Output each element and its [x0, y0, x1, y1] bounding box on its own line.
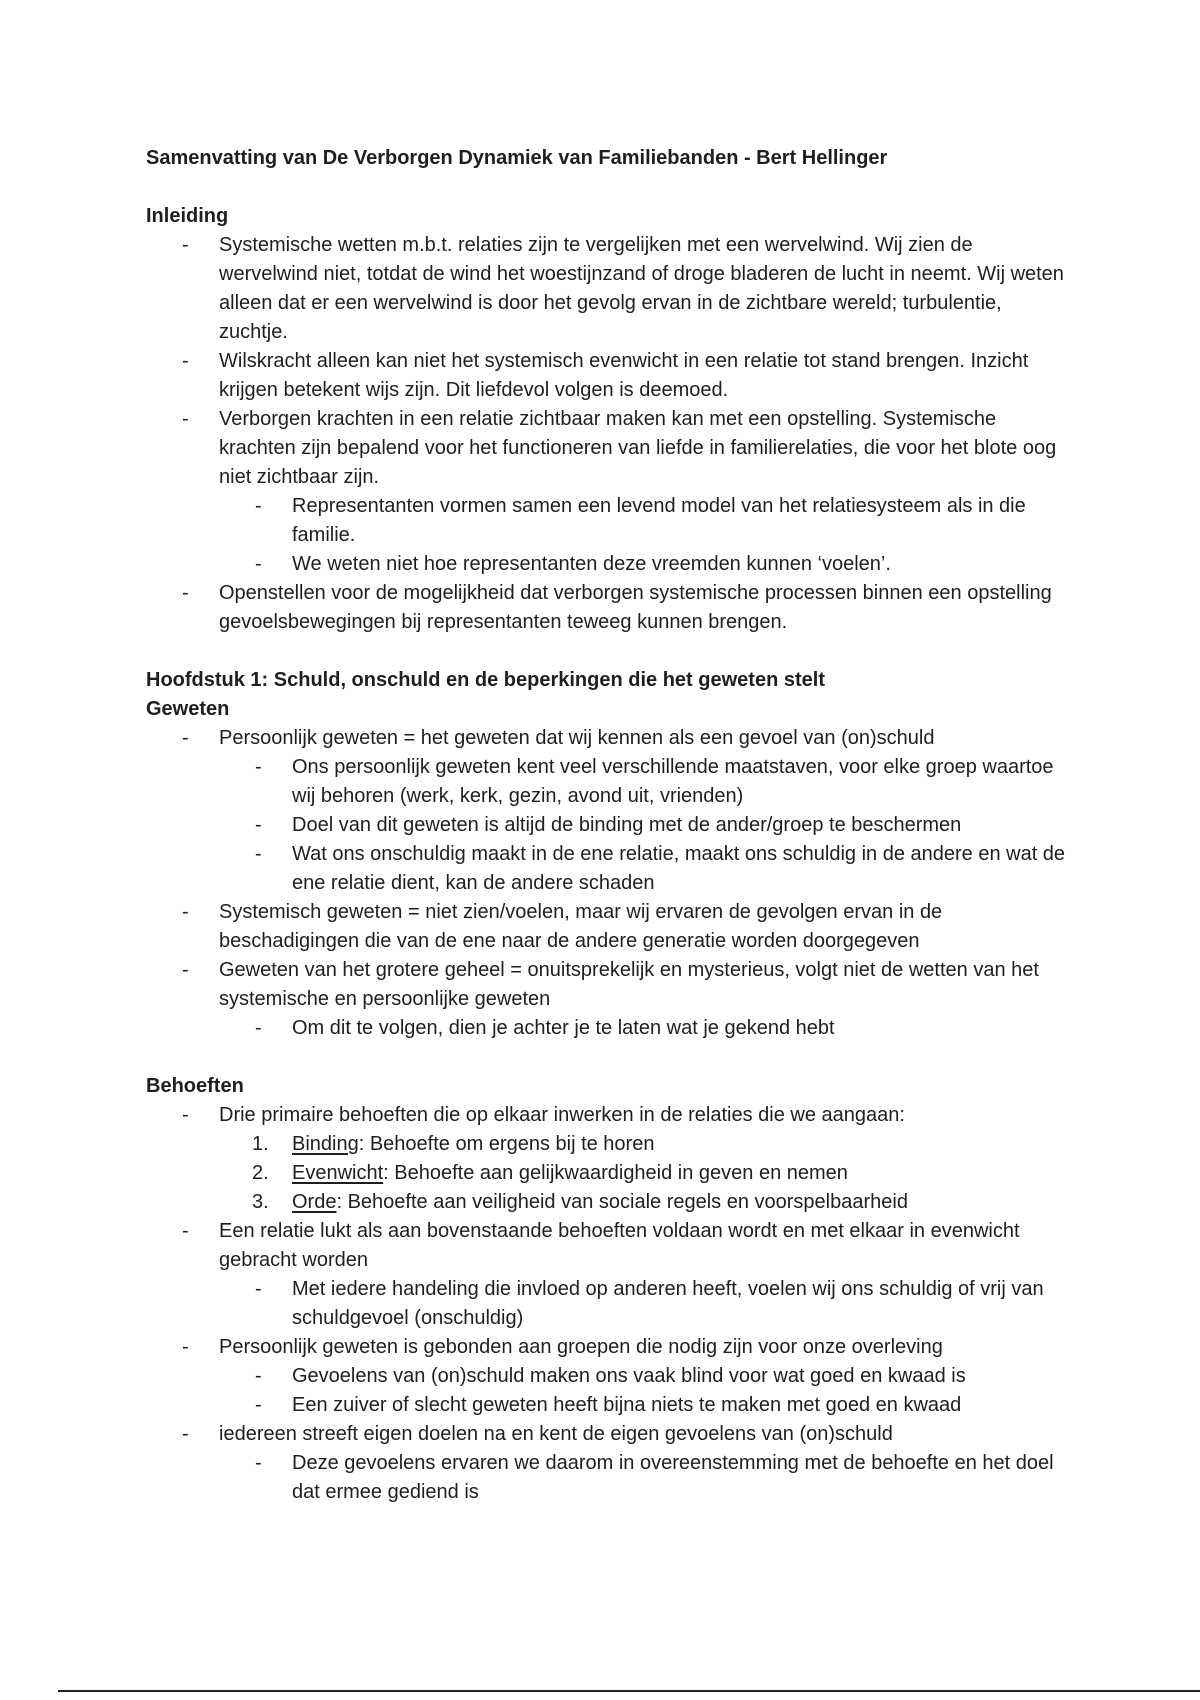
bullet-dash: -	[255, 1365, 262, 1387]
bullet-dash: -	[182, 901, 189, 923]
list-item: - Systemisch geweten = niet zien/voelen, maar wij ervaren de gevolgen ervan in de beschadigingen die van de ene naar de andere generatie worden doorgegeven	[146, 898, 1066, 956]
list-item: - Verborgen krachten in een relatie zichtbaar maken kan met een opstelling. Systemische krachten zijn bepalend voor het functioneren van liefde in familierelaties, die voor het blote oog niet zichtbaar zijn.	[146, 405, 1066, 492]
term-evenwicht: Evenwicht	[292, 1162, 384, 1184]
document-page	[146, 144, 1066, 1507]
sub-list-item: - Wat ons onschuldig maakt in de ene relatie, maakt ons schuldig in de andere en wat de ene relatie dient, kan de andere schaden	[146, 840, 1066, 898]
bullet-dash: -	[182, 1336, 189, 1358]
sub-list-item: - We weten niet hoe representanten deze vreemden kunnen ‘voelen’.	[146, 550, 1066, 579]
list-item: - Wilskracht alleen kan niet het systemisch evenwicht in een relatie tot stand brengen. Inzicht krijgen betekent wijs zijn. Dit liefdevol volgen is deemoed.	[146, 347, 1066, 405]
sub-list-item: - Ons persoonlijk geweten kent veel verschillende maatstaven, voor elke groep waartoe wij behoren (werk, kerk, gezin, avond uit, vrienden)	[146, 753, 1066, 811]
term-binding: Binding	[292, 1133, 359, 1155]
bullet-dash: -	[255, 1278, 262, 1300]
list-item: - Openstellen voor de mogelijkheid dat verborgen systemische processen binnen een opstelling gevoelsbewegingen bij representanten teweeg kunnen brengen.	[146, 579, 1066, 637]
bullet-dash: -	[182, 1104, 189, 1126]
bullet-dash: -	[255, 843, 262, 865]
bullet-dash: -	[182, 727, 189, 749]
list-item: - Drie primaire behoeften die op elkaar inwerken in de relaties die we aangaan:	[146, 1101, 1066, 1130]
bullet-dash: -	[182, 234, 189, 256]
sub-list-item: - Een zuiver of slecht geweten heeft bijna niets te maken met goed en kwaad	[146, 1391, 1066, 1420]
sub-list-item: - Doel van dit geweten is altijd de binding met de ander/groep te beschermen	[146, 811, 1066, 840]
list-behoeften	[146, 1101, 1066, 1507]
bullet-dash: -	[255, 1452, 262, 1474]
bullet-dash: -	[255, 756, 262, 778]
item-number: 3.	[252, 1191, 269, 1213]
bullet-dash: -	[182, 408, 189, 430]
bottom-divider	[58, 1690, 1200, 1692]
list-inleiding	[146, 231, 1066, 637]
list-item: - Geweten van het grotere geheel = onuitsprekelijk en mysterieus, volgt niet de wetten van het systemische en persoonlijke geweten	[146, 956, 1066, 1014]
heading-inleiding: Inleiding	[146, 205, 229, 227]
bullet-dash: -	[255, 495, 262, 517]
list-item: - Persoonlijk geweten is gebonden aan groepen die nodig zijn voor onze overleving	[146, 1333, 1066, 1362]
list-item: - Persoonlijk geweten = het geweten dat wij kennen als een gevoel van (on)schuld	[146, 724, 1066, 753]
section-behoeften	[146, 1072, 1066, 1507]
list-item: - iedereen streeft eigen doelen na en kent de eigen gevoelens van (on)schuld	[146, 1420, 1066, 1449]
sub-list-item: - Om dit te volgen, dien je achter je te laten wat je gekend hebt	[146, 1014, 1066, 1043]
item-number: 2.	[252, 1162, 269, 1184]
list-item: - Systemische wetten m.b.t. relaties zijn te vergelijken met een wervelwind. Wij zien de wervelwind niet, totdat de wind het woestijnzand of droge bladeren de lucht in neemt. Wij weten alleen dat er een wervelwind is door het gevolg ervan in de zichtbare wereld; turbulentie, zuchtje.	[146, 231, 1066, 347]
sub-list-item: - Deze gevoelens ervaren we daarom in overeenstemming met de behoefte en het doel dat ermee gediend is	[146, 1449, 1066, 1507]
list-item: - Een relatie lukt als aan bovenstaande behoeften voldaan wordt en met elkaar in evenwicht gebracht worden	[146, 1217, 1066, 1275]
section-inleiding	[146, 202, 1066, 637]
heading-behoeften: Behoeften	[146, 1075, 244, 1097]
bullet-dash: -	[255, 553, 262, 575]
bullet-dash: -	[182, 582, 189, 604]
heading-hoofdstuk-1: Hoofdstuk 1: Schuld, onschuld en de beperkingen die het geweten stelt	[146, 669, 825, 691]
bullet-dash: -	[255, 1394, 262, 1416]
numbered-item: 3. Orde: Behoefte aan veiligheid van sociale regels en voorspelbaarheid	[146, 1188, 1066, 1217]
bullet-dash: -	[182, 959, 189, 981]
bullet-dash: -	[255, 814, 262, 836]
bullet-dash: -	[182, 1423, 189, 1445]
sub-list-item: - Met iedere handeling die invloed op anderen heeft, voelen wij ons schuldig of vrij van schuldgevoel (onschuldig)	[146, 1275, 1066, 1333]
bullet-dash: -	[182, 1220, 189, 1242]
bullet-dash: -	[255, 1017, 262, 1039]
term-orde: Orde	[292, 1191, 337, 1213]
sub-list-item: - Representanten vormen samen een levend model van het relatiesysteem als in die familie.	[146, 492, 1066, 550]
list-geweten	[146, 724, 1066, 1043]
document-title: Samenvatting van De Verborgen Dynamiek van Familiebanden - Bert Hellinger	[146, 147, 888, 169]
sub-list-item: - Gevoelens van (on)schuld maken ons vaak blind voor wat goed en kwaad is	[146, 1362, 1066, 1391]
heading-geweten: Geweten	[146, 698, 230, 720]
numbered-item: 2. Evenwicht: Behoefte aan gelijkwaardigheid in geven en nemen	[146, 1159, 1066, 1188]
numbered-item: 1. Binding: Behoefte om ergens bij te horen	[146, 1130, 1066, 1159]
section-hoofdstuk-1	[146, 666, 1066, 1043]
item-number: 1.	[252, 1133, 269, 1155]
bullet-dash: -	[182, 350, 189, 372]
